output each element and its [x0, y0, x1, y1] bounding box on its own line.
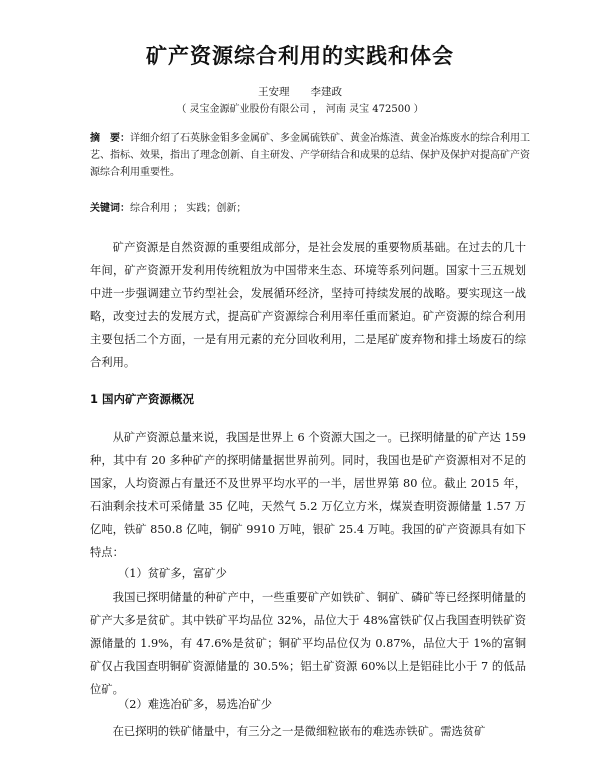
point2-paragraph: 在已探明的铁矿储量中，有三分之一是微细粒嵌布的难选赤铁矿。需选贫矿	[112, 725, 486, 738]
abstract	[90, 130, 530, 181]
authors: 王安理 李建政	[258, 86, 342, 98]
section-paragraph: 从矿产资源总量来说，我国是世界上 6 个资源大国之一。已探明储量的矿产达 159 种，其中有 20 多种矿产的探明储量据世界前列。同时，我国也是矿产资源相对不足的国家，人均资源占有量还不及世界平均水平的一半，居世界第 80 位。截止 2015 年，石油剩余技术可采储量 35 亿吨，天然气 5.2 万亿立方米，煤炭查明资源储量 1.57 万亿吨，铁矿 850.8 亿吨，铜矿 9910 万吨，银矿 25.4 万吨。我国的矿产资源具有如下特点：	[90, 431, 526, 559]
affiliation: （ 灵宝金源矿业股份有限公司 ， 河南 灵宝 472500 ）	[176, 104, 424, 115]
keywords-text: 综合利用 ； 实践；创新；	[130, 203, 247, 214]
intro-paragraph: 矿产资源是自然资源的重要组成部分，是社会发展的重要物质基础。在过去的几十年间，矿产资源开发利用传统粗放为中国带来生态、环境等系列问题。国家十三五规划中进一步强调建立节约型社会，发展循环经济，坚持可持续发展的战略。要实现这一战略，改变过去的发展方式，提高矿产资源综合利用率任重而紧迫。矿产资源的综合利用主要包括二个方面，一是有用元素的充分回收利用，二是尾矿废弃物和排土场废石的综合利用。	[90, 241, 526, 369]
abstract-label: 摘 要：	[90, 133, 130, 144]
point1-heading: （1）贫矿多，富矿少	[118, 567, 227, 580]
point1-paragraph: 我国已探明储量的种矿产中，一些重要矿产如铁矿、铜矿、磷矿等已经探明储量的矿产大多是贫矿。其中铁矿平均品位 32%，品位大于 48%富铁矿仅占我国查明铁矿资源储量的 1.9%，有 47.6%是贫矿；铜矿平均品位仅为 0.87%，品位大于 1%的富铜矿仅占我国查明铜矿资源储量的 30.5%；铝土矿资源 60%以上是铝硅比小于 7 的低品位矿。	[90, 591, 526, 696]
paper-title: 矿产资源综合利用的实践和体会	[146, 44, 454, 68]
keywords-label: 关键词：	[90, 203, 130, 214]
abstract-text: 详细介绍了石英脉金钼多金属矿、多金属硫铁矿、黄金冶炼渣、黄金冶炼废水的综合利用工艺、指标、效果，指出了理念创新、自主研发、产学研结合和成果的总结、保护及保护对提高矿产资源综合利用重要性。	[90, 133, 530, 178]
point2-heading: （2）难选冶矿多，易选冶矿少	[118, 698, 273, 711]
section-heading: 1 国内矿产资源概况	[90, 392, 195, 406]
keywords	[90, 199, 530, 214]
